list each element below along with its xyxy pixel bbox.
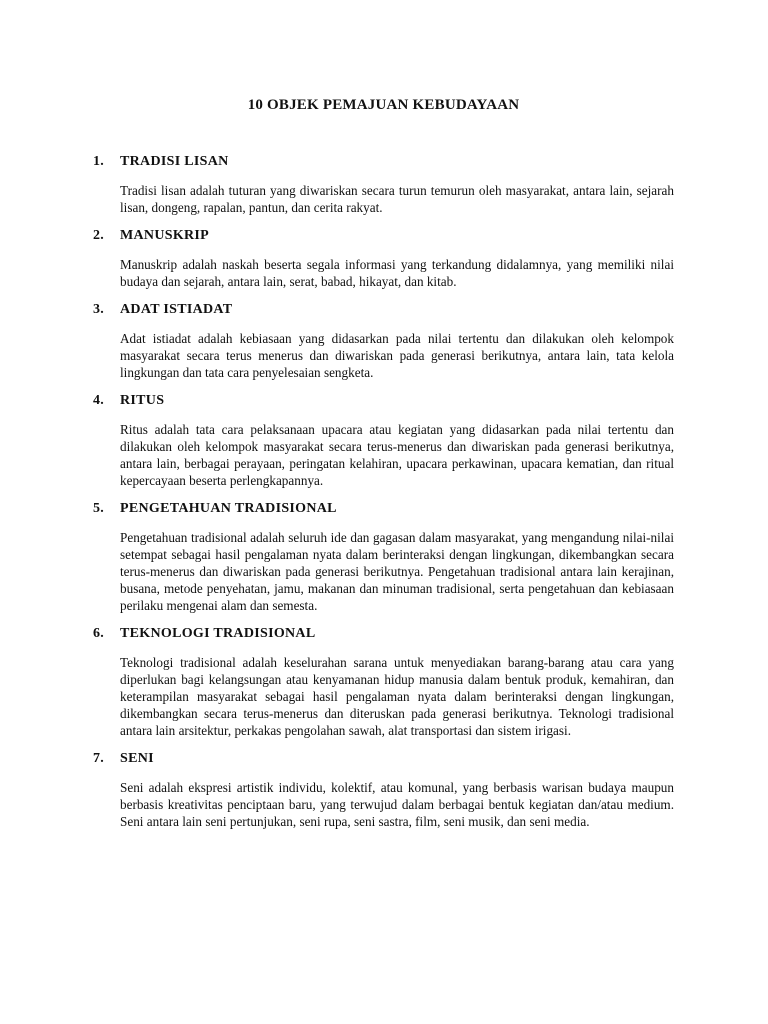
section-teknologi-tradisional [93, 625, 674, 739]
section-title: TRADISI LISAN [120, 154, 229, 169]
section-adat-istiadat [93, 301, 674, 381]
section-number: 2. [93, 228, 105, 243]
section-text: Pengetahuan tradisional adalah seluruh ide dan gagasan dalam masyarakat, yang mengandung nilai-nilai setempat sebagai hasil pengalaman nyata dalam berinteraksi dengan lingkungan, dikembangkan secara terus-menerus dan diwariskan pada generasi berikutnya. Pengetahuan tradisional antara lain kerajinan, busana, metode penyehatan, jamu, makanan dan minuman tradisional, serta pengetahuan dan kebiasaan perilaku mengenai alam dan semesta. [120, 530, 674, 613]
section-text: Tradisi lisan adalah tuturan yang diwariskan secara turun temurun oleh masyarakat, antara lain, sejarah lisan, dongeng, rapalan, pantun, dan cerita rakyat. [120, 183, 674, 215]
section-heading [93, 301, 674, 318]
section-text: Ritus adalah tata cara pelaksanaan upacara atau kegiatan yang didasarkan pada nilai tertentu dan dilakukan oleh kelompok masyarakat secara terus-menerus dan diwariskan pada generasi berikutnya, antara lain, berbagai perayaan, peringatan kelahiran, upacara perkawinan, upacara kematian, dan ritual kepercayaan beserta perlengkapannya. [120, 422, 674, 488]
section-title: TEKNOLOGI TRADISIONAL [120, 626, 316, 641]
section-tradisi-lisan [93, 153, 674, 216]
section-number: 6. [93, 626, 105, 641]
section-heading [93, 500, 674, 517]
section-heading [93, 392, 674, 409]
section-manuskrip [93, 227, 674, 290]
section-number: 7. [93, 751, 105, 766]
section-heading [93, 227, 674, 244]
section-ritus [93, 392, 674, 489]
section-number: 5. [93, 501, 105, 516]
section-title: PENGETAHUAN TRADISIONAL [120, 501, 337, 516]
section-text: Teknologi tradisional adalah keselurahan sarana untuk menyediakan barang-barang atau cara yang diperlukan bagi kelangsungan atau kenyamanan hidup manusia dalam bentuk produk, kemahiran, dan keterampilan masyarakat sebagai hasil pengalaman nyata dalam berinteraksi dengan lingkungan, dikembangkan secara terus-menerus dan diteruskan pada generasi berikutnya. Teknologi tradisional antara lain arsitektur, perkakas pengolahan sawah, alat transportasi dan sistem irigasi. [120, 655, 674, 738]
section-text: Manuskrip adalah naskah beserta segala informasi yang terkandung didalamnya, yang memiliki nilai budaya dan sejarah, antara lain, serat, babad, hikayat, dan kitab. [120, 257, 674, 289]
section-number: 4. [93, 393, 105, 408]
section-heading [93, 153, 674, 170]
section-title: MANUSKRIP [120, 228, 210, 243]
section-text: Seni adalah ekspresi artistik individu, kolektif, atau komunal, yang berbasis warisan budaya maupun berbasis kreativitas penciptaan baru, yang terwujud dalam berbagai bentuk kegiatan dan/atau medium. Seni antara lain seni pertunjukan, seni rupa, seni sastra, film, seni musik, dan seni media. [120, 780, 674, 829]
section-heading [93, 625, 674, 642]
section-seni [93, 750, 674, 830]
section-pengetahuan-tradisional [93, 500, 674, 614]
section-title: SENI [120, 751, 154, 766]
document-title: 10 OBJEK PEMAJUAN KEBUDAYAAN [247, 97, 520, 113]
section-number: 1. [93, 154, 105, 169]
section-heading [93, 750, 674, 767]
section-title: ADAT ISTIADAT [120, 302, 233, 317]
section-text: Adat istiadat adalah kebiasaan yang didasarkan pada nilai tertentu dan dilakukan oleh kelompok masyarakat secara terus menerus dan diwariskan pada generasi berikutnya, antara lain, tata kelola lingkungan dan tata cara penyelesaian sengketa. [120, 331, 674, 380]
section-title: RITUS [120, 393, 165, 408]
section-number: 3. [93, 302, 105, 317]
